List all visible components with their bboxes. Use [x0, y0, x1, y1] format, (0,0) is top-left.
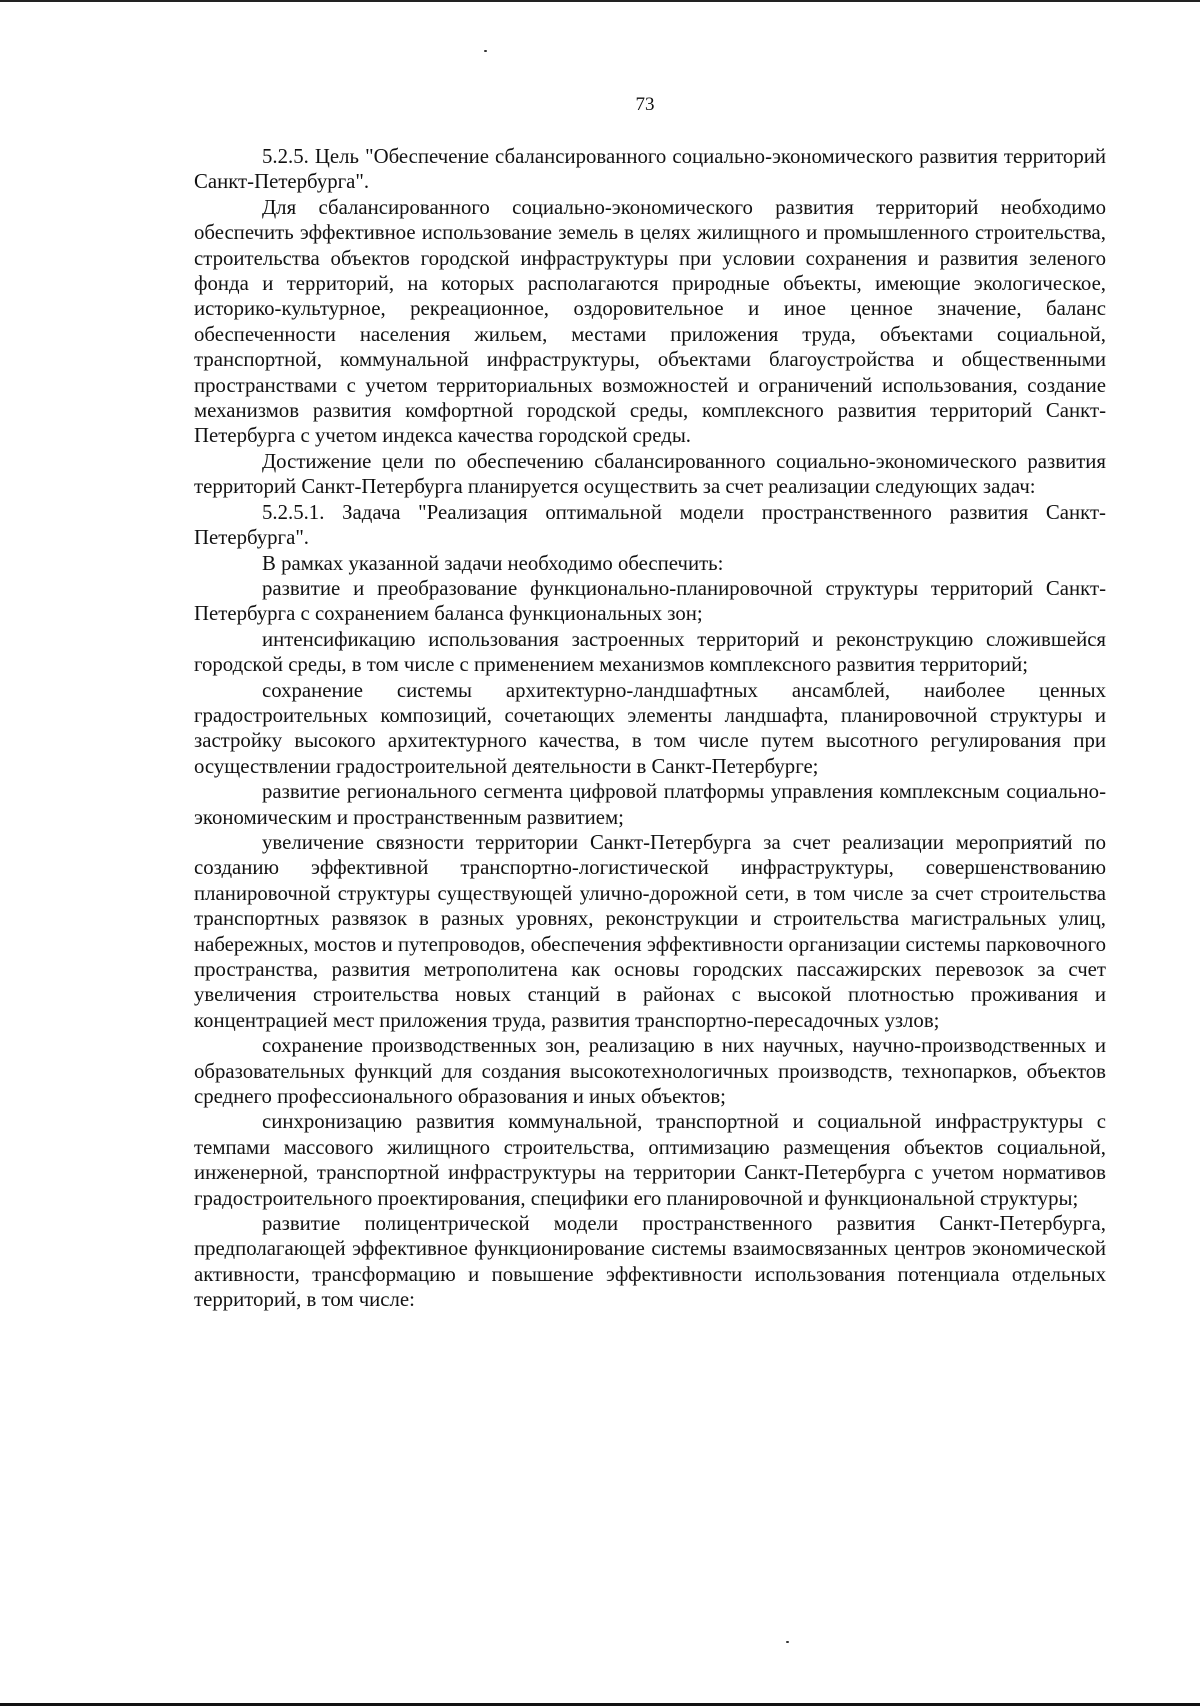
document-body: [194, 144, 1106, 1313]
scan-speck: [786, 1641, 789, 1643]
scan-speck: [484, 50, 487, 52]
paragraph-goal-description: Для сбалансированного социально-экономического развития территорий необходимо обеспечить эффективное использование земель в целях жилищного и промышленного строительства, строительства объектов городской инфраструктуры при условии сохранения и развития зеленого фонда и территорий, на которых располагаются природные объекты, имеющие экологическое, историко-культурное, рекреационное, оздоровительное и иное ценное значение, баланс обеспеченности населения жильем, местами приложения труда, объектами социальной, транспортной, коммунальной инфраструктуры, объектами благоустройства и общественными пространствами с учетом территориальных возможностей и ограничений использования, создание механизмов развития комфортной городской среды, комплексного развития территорий Санкт-Петербурга с учетом индекса качества городской среды.: [194, 195, 1106, 448]
list-item: сохранение производственных зон, реализацию в них научных, научно-производственных и образовательных функций для создания высокотехнологичных производств, технопарков, объектов среднего профессионального образования и иных объектов;: [194, 1034, 1106, 1109]
task-heading: 5.2.5.1. Задача "Реализация оптимальной модели пространственного развития Санкт-Петербурга".: [194, 500, 1106, 550]
goal-heading: 5.2.5. Цель "Обеспечение сбалансированного социально-экономического развития территорий Санкт-Петербурга".: [194, 145, 1106, 194]
list-item: развитие полицентрической модели пространственного развития Санкт-Петербурга, предполагающей эффективное функционирование системы взаимосвязанных центров экономической активности, трансформацию и повышение эффективности использования потенциала отдельных территорий, в том числе:: [194, 1212, 1106, 1312]
page-number: 73: [635, 94, 655, 115]
scan-edge-top: [0, 0, 1200, 2]
paragraph-task-intro: В рамках указанной задачи необходимо обеспечить:: [262, 551, 724, 575]
list-item: сохранение системы архитектурно-ландшафтных ансамблей, наиболее ценных градостроительных композиций, сочетающих элементы ландшафта, планировочной структуры и застройку высокого архитектурного качества, в том числе путем высотного регулирования при осуществлении градостроительной деятельности в Санкт-Петербурге;: [194, 678, 1106, 778]
list-item: интенсификацию использования застроенных территорий и реконструкцию сложившейся городской среды, в том числе с применением механизмов комплексного развития территорий;: [194, 627, 1106, 677]
list-item: увеличение связности территории Санкт-Петербурга за счет реализации мероприятий по созданию эффективной транспортно-логистической инфраструктуры, совершенствованию планировочной структуры существующей улично-дорожной сети, в том числе за счет строительства транспортных развязок в разных уровнях, реконструкции и строительства магистральных улиц, набережных, мостов и путепроводов, обеспечения эффективности организации системы парковочного пространства, развития метрополитена как основы городских пассажирских перевозок за счет увеличения строительства новых станций в районах с высокой плотностью проживания и концентрацией мест приложения труда, развития транспортно-пересадочных узлов;: [194, 830, 1106, 1032]
paragraph-goal-achievement: Достижение цели по обеспечению сбалансированного социально-экономического развития территорий Санкт-Петербурга планируется осуществить за счет реализации следующих задач:: [194, 449, 1106, 499]
list-item: синхронизацию развития коммунальной, транспортной и социальной инфраструктуры с темпами массового жилищного строительства, оптимизацию размещения объектов социальной, инженерной, транспортной инфраструктуры на территории Санкт-Петербурга с учетом нормативов градостроительного проектирования, специфики его планировочной и функциональной структуры;: [194, 1110, 1106, 1210]
list-item: развитие и преобразование функционально-планировочной структуры территорий Санкт-Петербурга с сохранением баланса функциональных зон;: [194, 576, 1106, 626]
list-item: развитие регионального сегмента цифровой платформы управления комплексным социально-экономическим и пространственным развитием;: [194, 780, 1106, 829]
